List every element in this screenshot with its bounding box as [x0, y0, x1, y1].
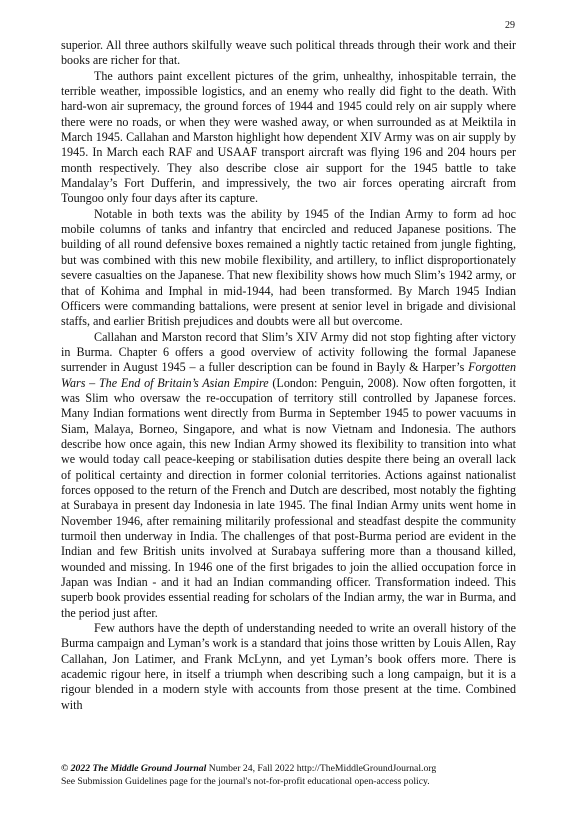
paragraph-2: The authors paint excellent pictures of the grim, unhealthy, inhospitable terrain, the terrible weather, impossible logistics, and an enemy who really did fight to the death. With hard-won air supremacy, the ground forces of 1944 and 1945 could rely on air supply where there were no roads, or when they were washed away, or when surrounded as at Meiktila in March 1945. Callahan and Marston highlight how dependent XIV Army was on air supply by 1945. In March each RAF and USAAF transport aircraft was flying 196 and 204 hours per month respectively. They also describe close air support for the 1945 battle to take Mandalay’s Fort Dufferin, and impressively, the two air forces operating aircraft from Toungoo only four days after its capture.	[61, 68, 516, 206]
paragraph-4-text-after: (London: Penguin, 2008). Now often forgotten, it was Slim who oversaw the re-occupation of territory still controlled by Japanese forces. Many Indian formations went directly from Burma in September 1945 to power vacuums in Siam, Malaya, Borneo, Singapore, and what is now Vietnam and Indonesia. The authors describe how once again, this new Indian Army showed its flexibility to transition into what we would today call peace-keeping or stabilisation duties despite there being an overall lack of political certainty and direction in former colonial territories. Actions against nationalist forces opposed to the return of the French and Dutch are described, most notably the fighting at Surabaya in present day Indonesia in late 1945. The final Indian Army units went home in November 1946, after remaining militarily professional and steadfast despite the community turmoil then underway in India. The challenges of that post-Burma period are evident in the Indian and few British units involved at Surabaya suffering more than a thousand killed, wounded and missing. In 1946 one of the first brigades to join the allied occupation force in Japan was Indian - and it had an Indian commanding officer. Transformation indeed. This superb book provides essential reading for scholars of the Indian army, the war in Burma, and the period just after.	[61, 375, 517, 620]
page-number: 29	[505, 20, 515, 31]
footer-copyright-line	[61, 763, 531, 776]
paragraph-3: Notable in both texts was the ability by 1945 of the Indian Army to form ad hoc mobile columns of tanks and infantry that encircled and reduced Japanese positions. The building of all round defensive boxes remained a nightly tactic retained from jungle fighting, but was combined with this new mobile flexibility, and artillery, to inflict disproportionately severe casualties on the Japanese. That new flexibility shows how much Slim’s 1942 army, or that of Kohima and Imphal in mid-1944, had been transformed. By March 1945 Indian Officers were commanding battalions, were present at senior level in brigade and divisional staffs, and earlier British prejudices and doubts were all but overcome.	[61, 206, 516, 329]
book-title-forgotten-wars: Forgotten Wars – The End of Britain’s Asian Empire	[61, 360, 516, 390]
paragraph-5: Few authors have the depth of understanding needed to write an overall history of the Burma campaign and Lyman’s work is a standard that joins those written by Louis Allen, Ray Callahan, Jon Latimer, and Frank McLynn, and yet Lyman’s book offers more. There is academic rigour here, in itself a triumph when describing such a long campaign, but it is a rigour blended in a modern style with accounts from those present at the time. Combined with	[61, 621, 516, 712]
paragraph-4-text-before: Callahan and Marston record that Slim’s XIV Army did not stop fighting after victory in Burma. Chapter 6 offers a good overview of activity following the formal Japanese surrender in August 1945 – a fuller description can be found in Bayly & Harper’s	[61, 329, 516, 375]
footer-issue-info: Number 24, Fall 2022 http://TheMiddleGroundJournal.org	[206, 763, 437, 774]
paragraph-1: superior. All three authors skilfully weave such political threads through their work and their books are richer for that.	[61, 38, 516, 68]
paragraph-4	[61, 330, 516, 622]
page-footer	[61, 763, 531, 788]
article-body	[61, 38, 516, 713]
footer-policy-line: See Submission Guidelines page for the journal's not-for-profit educational open-access policy.	[61, 775, 430, 787]
footer-journal-name: © 2022 The Middle Ground Journal	[61, 763, 207, 774]
